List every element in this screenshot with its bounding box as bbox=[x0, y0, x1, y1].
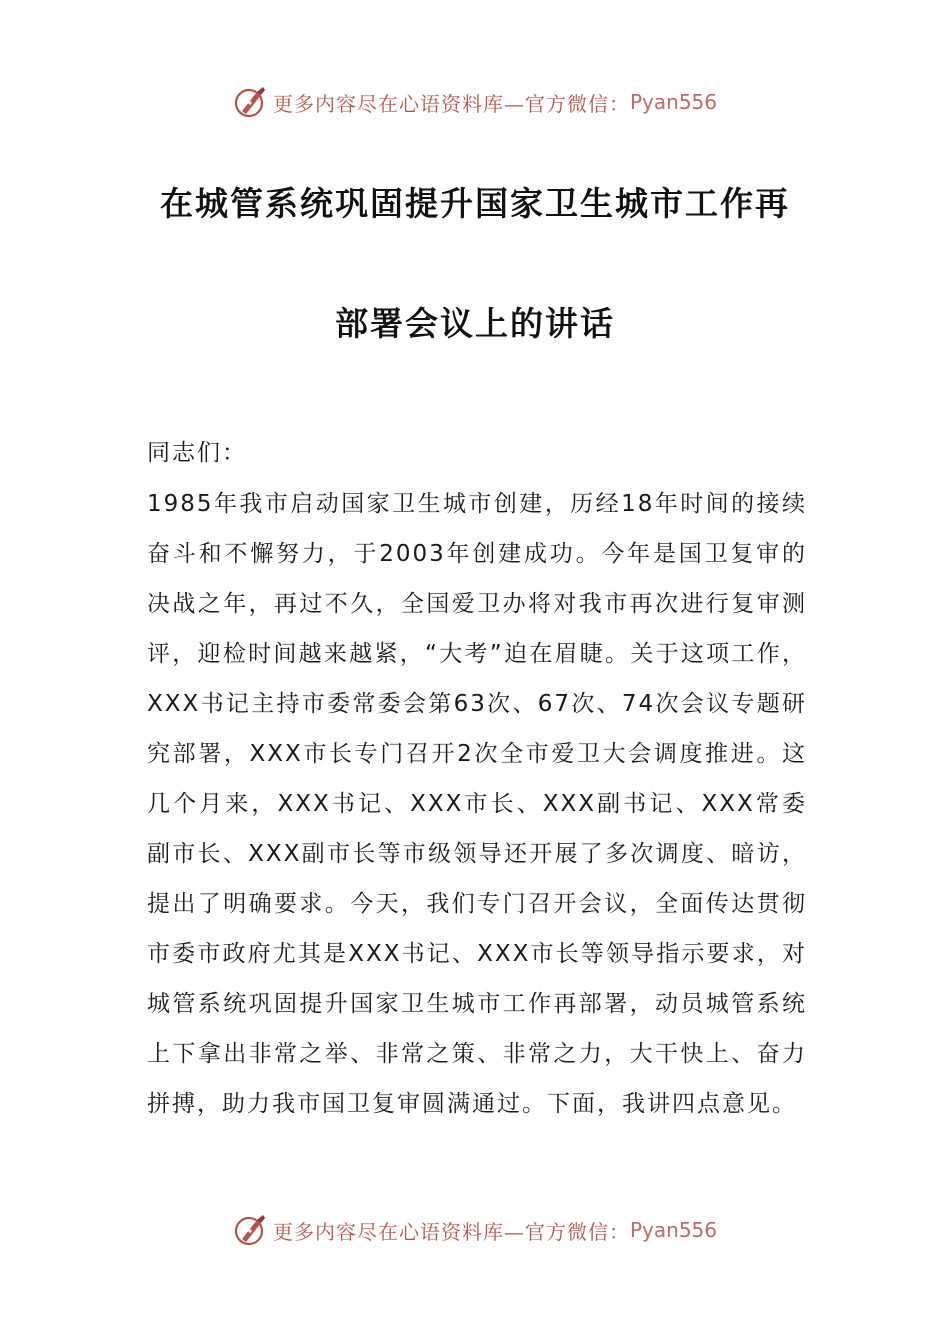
watermark-wechat-id: Pyan556 bbox=[629, 1218, 717, 1242]
watermark-text: 更多内容尽在心语资料库—官方微信： bbox=[272, 1219, 630, 1244]
watermark-wechat-id: Pyan556 bbox=[629, 90, 717, 114]
document-title-line1: 在城管系统巩固提升国家卫生城市工作再 bbox=[160, 184, 790, 223]
watermark-text: 更多内容尽在心语资料库—官方微信： bbox=[272, 91, 630, 116]
watermark-banner-top bbox=[0, 80, 950, 124]
pen-nib-circle-icon bbox=[233, 84, 269, 120]
salutation: 同志们： bbox=[147, 440, 247, 466]
watermark-banner-bottom bbox=[0, 1208, 950, 1252]
pen-nib-circle-icon bbox=[233, 1212, 269, 1248]
document-title-line2: 部署会议上的讲话 bbox=[335, 304, 615, 343]
body-paragraph: 1985年我市启动国家卫生城市创建，历经18年时间的接续奋斗和不懈努力，于2003年创建成功。今年是国卫复审的决战之年，再过不久，全国爱卫办将对我市再次进行复审测评，迎检时间越来越紧，“大考”迫在眉睫。关于这项工作，XXX书记主持市委常委会第63次、67次、74次会议专题研究部署，XXX市长专门召开2次全市爱卫大会调度推进。这几个月来，XXX书记、XXX市长、XXX副书记、XXX常委副市长、XXX副市长等市级领导还开展了多次调度、暗访，提出了明确要求。今天，我们专门召开会议，全面传达贯彻市委市政府尤其是XXX书记、XXX市长等领导指示要求，对城管系统巩固提升国家卫生城市工作再部署，动员城管系统上下拿出非常之举、非常之策、非常之力，大干快上、奋力拼搏，助力我市国卫复审圆满通过。下面，我讲四点意见。 bbox=[147, 491, 807, 1117]
